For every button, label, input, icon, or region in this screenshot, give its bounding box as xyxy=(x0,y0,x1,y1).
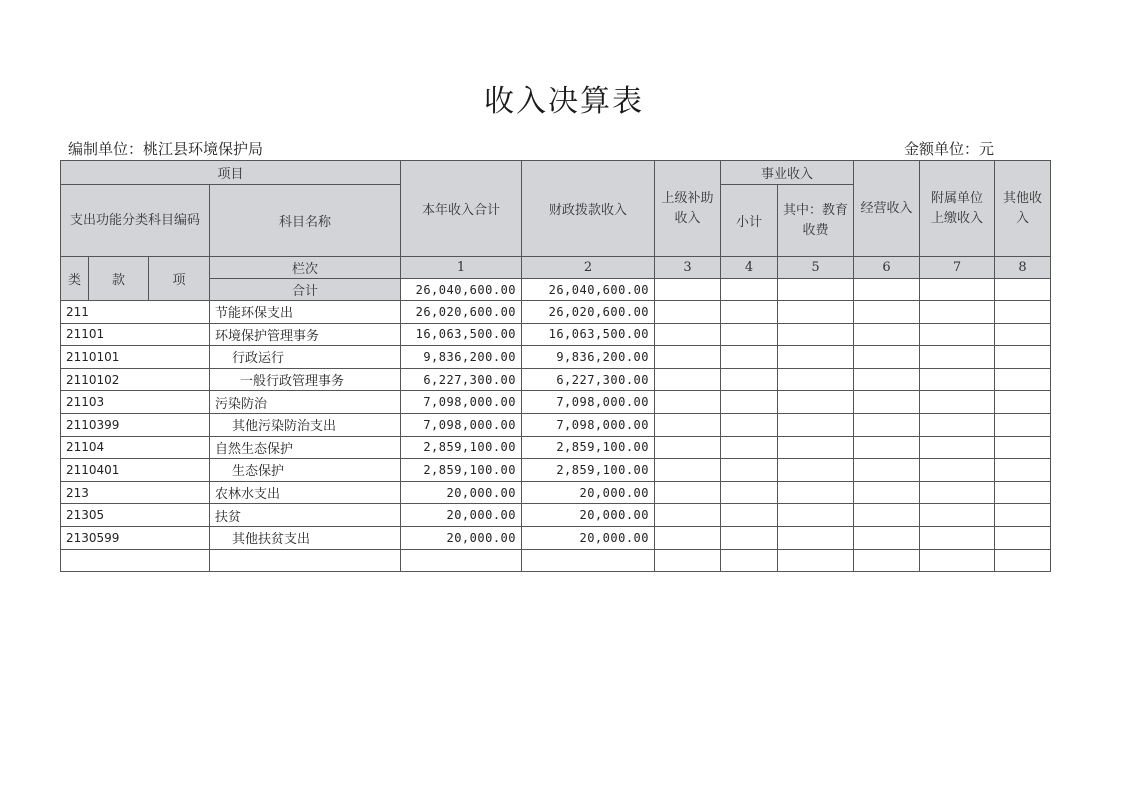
header-row-1 xyxy=(61,161,1051,185)
table-row xyxy=(61,368,1051,391)
row-total-income: 2,859,100.00 xyxy=(401,459,522,482)
row-total-income: 6,227,300.00 xyxy=(401,368,522,391)
row-code: 21104 xyxy=(61,436,210,459)
row-total-income: 16,063,500.00 xyxy=(401,323,522,346)
col-num-6: 6 xyxy=(854,257,920,279)
table-row xyxy=(61,346,1051,369)
row-fiscal: 7,098,000.00 xyxy=(522,391,655,414)
header-xiangmu: 项目 xyxy=(61,161,401,185)
table-row xyxy=(61,301,1051,324)
total-fiscal-value: 26,040,600.00 xyxy=(522,279,655,301)
row-subject-name: 农林水支出 xyxy=(210,481,401,504)
total-row xyxy=(61,279,1051,301)
header-kuan: 款 xyxy=(89,257,149,301)
row-subject-name: 行政运行 xyxy=(210,346,401,369)
row-fiscal: 16,063,500.00 xyxy=(522,323,655,346)
table-row xyxy=(61,459,1051,482)
income-table xyxy=(60,160,1051,572)
row-code: 21305 xyxy=(61,504,210,527)
table-row xyxy=(61,323,1051,346)
header-subject-name: 科目名称 xyxy=(210,185,401,257)
row-code: 21101 xyxy=(61,323,210,346)
header-code-group: 支出功能分类科目编码 xyxy=(61,185,210,257)
row-code: 2110101 xyxy=(61,346,210,369)
row-total-income: 2,859,100.00 xyxy=(401,436,522,459)
row-total-income: 7,098,000.00 xyxy=(401,413,522,436)
row-subject-name: 其他污染防治支出 xyxy=(210,413,401,436)
row-total-income: 20,000.00 xyxy=(401,504,522,527)
row-subject-name: 扶贫 xyxy=(210,504,401,527)
row-subject-name: 生态保护 xyxy=(210,459,401,482)
row-code: 21103 xyxy=(61,391,210,414)
header-total-income: 本年收入合计 xyxy=(401,161,522,257)
empty-row xyxy=(61,549,1051,571)
row-fiscal: 26,020,600.00 xyxy=(522,301,655,324)
row-total-income: 26,020,600.00 xyxy=(401,301,522,324)
col-num-2: 2 xyxy=(522,257,655,279)
row-total-income: 9,836,200.00 xyxy=(401,346,522,369)
row-fiscal: 2,859,100.00 xyxy=(522,459,655,482)
row-code: 213 xyxy=(61,481,210,504)
row-subject-name: 其他扶贫支出 xyxy=(210,526,401,549)
header-upper-subsidy: 上级补助收入 xyxy=(655,161,721,257)
row-code: 2110102 xyxy=(61,368,210,391)
row-total-income: 20,000.00 xyxy=(401,481,522,504)
header-edu-fee: 其中：教育收费 xyxy=(778,185,854,257)
row-total-income: 7,098,000.00 xyxy=(401,391,522,414)
col-num-8: 8 xyxy=(995,257,1051,279)
header-lanci: 栏次 xyxy=(210,257,401,279)
header-other: 其他收入 xyxy=(995,161,1051,257)
row-fiscal: 6,227,300.00 xyxy=(522,368,655,391)
header-affiliated: 附属单位上缴收入 xyxy=(920,161,995,257)
reporting-unit: 编制单位：桃江县环境保护局 xyxy=(68,140,264,158)
table-row xyxy=(61,526,1051,549)
col-num-3: 3 xyxy=(655,257,721,279)
row-subject-name: 自然生态保护 xyxy=(210,436,401,459)
table-row xyxy=(61,504,1051,527)
row-code: 211 xyxy=(61,301,210,324)
col-num-7: 7 xyxy=(920,257,995,279)
header-operating: 经营收入 xyxy=(854,161,920,257)
table-row xyxy=(61,481,1051,504)
row-subject-name: 环境保护管理事务 xyxy=(210,323,401,346)
row-code: 2110401 xyxy=(61,459,210,482)
header-fiscal: 财政拨款收入 xyxy=(522,161,655,257)
page-title: 收入决算表 xyxy=(484,84,644,119)
row-fiscal: 9,836,200.00 xyxy=(522,346,655,369)
table-row xyxy=(61,391,1051,414)
header-subtotal: 小计 xyxy=(721,185,778,257)
currency-unit: 金额单位：元 xyxy=(904,140,995,158)
total-income-value: 26,040,600.00 xyxy=(401,279,522,301)
col-num-4: 4 xyxy=(721,257,778,279)
header-lei: 类 xyxy=(61,257,89,301)
row-fiscal: 2,859,100.00 xyxy=(522,436,655,459)
row-code: 2110399 xyxy=(61,413,210,436)
row-code: 2130599 xyxy=(61,526,210,549)
header-career-income: 事业收入 xyxy=(721,161,854,185)
row-fiscal: 20,000.00 xyxy=(522,504,655,527)
table-row xyxy=(61,436,1051,459)
row-subject-name: 污染防治 xyxy=(210,391,401,414)
col-num-5: 5 xyxy=(778,257,854,279)
row-subject-name: 一般行政管理事务 xyxy=(210,368,401,391)
row-fiscal: 7,098,000.00 xyxy=(522,413,655,436)
row-fiscal: 20,000.00 xyxy=(522,526,655,549)
total-label: 合计 xyxy=(210,279,401,301)
header-xiang: 项 xyxy=(149,257,210,301)
row-subject-name: 节能环保支出 xyxy=(210,301,401,324)
col-num-1: 1 xyxy=(401,257,522,279)
header-row-3 xyxy=(61,257,1051,279)
row-fiscal: 20,000.00 xyxy=(522,481,655,504)
row-total-income: 20,000.00 xyxy=(401,526,522,549)
table-row xyxy=(61,413,1051,436)
